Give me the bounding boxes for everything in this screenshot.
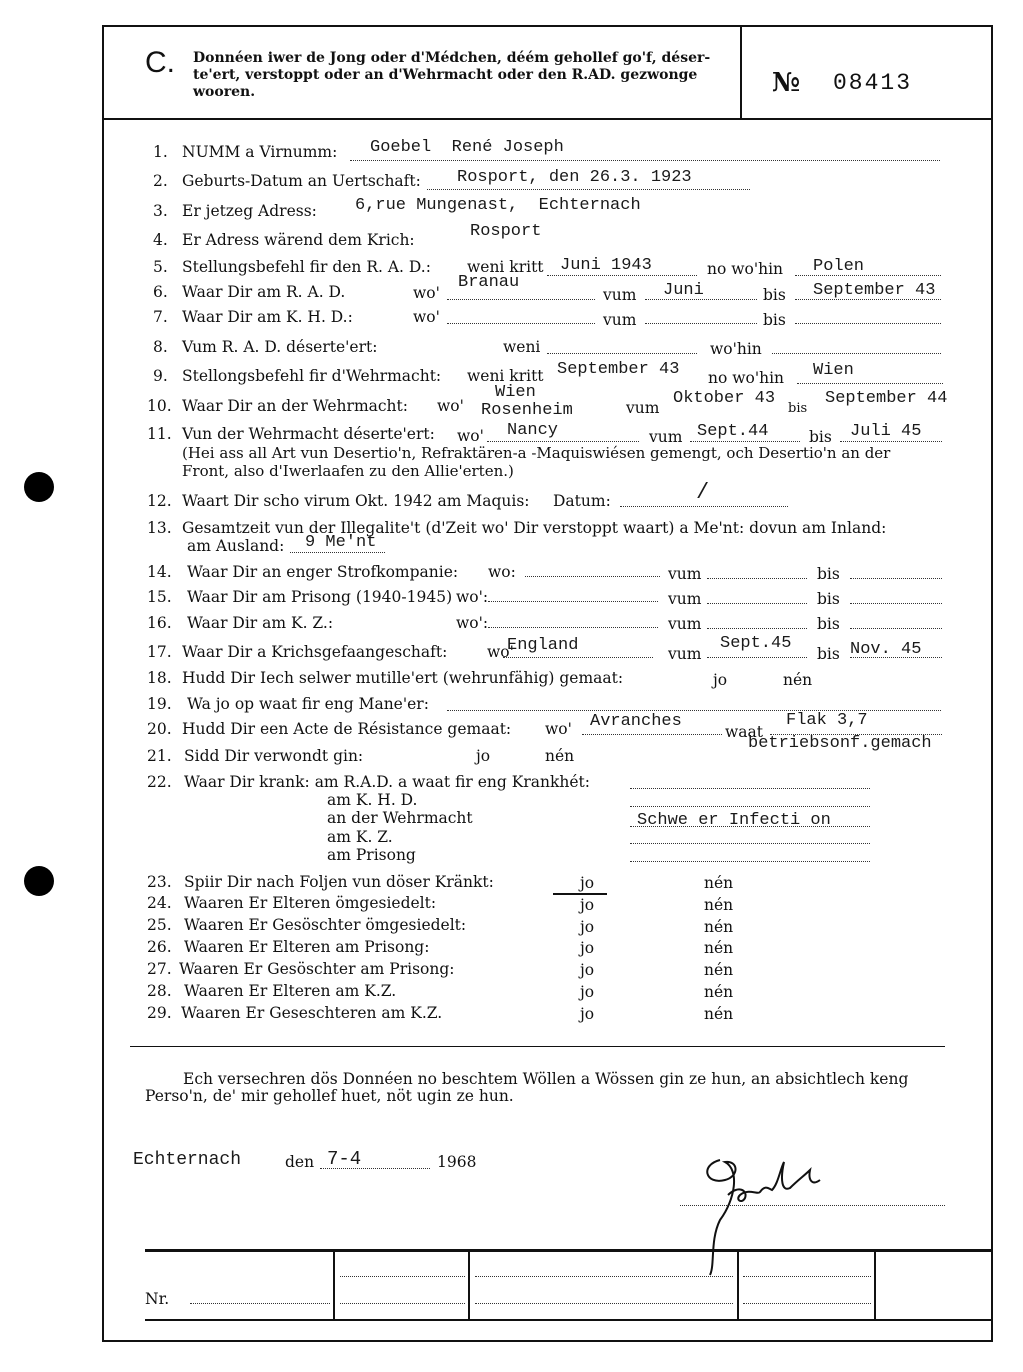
row18-label: Hudd Dir Iech selwer mutille'ert (wehrunfähig) gemaat: — [182, 669, 624, 687]
signature-year: 1968 — [437, 1153, 477, 1171]
row9-wohin: no wo'hin — [708, 369, 785, 387]
frame-top — [102, 25, 993, 27]
row19-number: 19. — [147, 695, 172, 713]
row20-waat: waat — [725, 723, 763, 741]
row5-number: 5. — [153, 258, 168, 276]
row8-number: 8. — [153, 338, 168, 356]
row10-wo: wo' — [437, 397, 464, 415]
number-sign: № — [772, 68, 801, 98]
row10-wo-value2: Rosenheim — [481, 401, 573, 420]
row7-bis-line — [795, 323, 941, 324]
row9-label: Stellongsbefehl fir d'Wehrmacht: — [182, 367, 442, 385]
row24-label: Waaren Er Elteren ömgesiedelt: — [184, 894, 437, 912]
footer-cell-line-a1 — [340, 1276, 465, 1277]
frame-left — [102, 25, 104, 1342]
row7-label: Waar Dir am K. H. D.: — [182, 308, 353, 326]
row6-vum-value: Juni — [663, 281, 704, 300]
row14-label: Waar Dir an enger Strofkompanie: — [187, 563, 459, 581]
row22-sub-prisong: am Prisong — [327, 846, 416, 864]
row8-wohin: wo'hin — [710, 340, 762, 358]
row13-label: Gesamtzeit vun der Illegalite't (d'Zeit wo' Dir verstoppt waart) a Me'nt: dovun am Inland: — [182, 519, 887, 537]
row23-label: Spiir Dir nach Foljen vun döser Kränkt: — [184, 873, 494, 891]
row19-label: Wa jo op waat fir eng Mane'er: — [187, 695, 429, 713]
row10-vum: vum — [626, 399, 660, 417]
row20-waat-value2: betriebsonf.gemach — [748, 734, 932, 753]
signature-den: den — [285, 1153, 315, 1171]
row21-label: Sidd Dir verwondt gin: — [184, 747, 364, 765]
footer-cell-line-b2 — [475, 1303, 733, 1304]
row2-value: Rosport, den 26.3. 1923 — [457, 168, 692, 187]
row5-wohin-value: Polen — [813, 257, 865, 276]
row12-datum-line — [620, 506, 788, 507]
row9-number: 9. — [153, 367, 168, 385]
row23-jo-underline — [553, 893, 607, 895]
row22-number: 22. — [147, 773, 172, 791]
footer-nr-label: Nr. — [145, 1290, 170, 1308]
row11-wo-value: Nancy — [507, 421, 559, 440]
row28-jo: jo — [580, 983, 595, 1001]
row13-ausland-value: 9 Me'nt — [305, 533, 377, 552]
row18-nen: nén — [783, 671, 813, 689]
row16-bis: bis — [817, 615, 840, 633]
row7-vum: vum — [603, 311, 637, 329]
row17-wo-value: England — [507, 636, 579, 655]
row16-number: 16. — [147, 614, 172, 632]
punch-hole-bottom — [24, 866, 54, 896]
row14-wo: wo: — [488, 563, 516, 581]
row8-label: Vum R. A. D. déserte'ert: — [182, 338, 378, 356]
row11-label: Vun der Wehrmacht déserte'ert: — [182, 425, 435, 443]
row29-label: Waaren Er Geseschteren am K.Z. — [181, 1004, 443, 1022]
footer-cell-line-c2 — [743, 1303, 871, 1304]
punch-hole-top — [24, 472, 54, 502]
row14-vum: vum — [668, 565, 702, 583]
row6-vum: vum — [603, 286, 637, 304]
footer-cell-line-b1 — [475, 1276, 733, 1277]
row10-number: 10. — [147, 397, 172, 415]
row11-number: 11. — [147, 425, 172, 443]
row15-vum: vum — [668, 590, 702, 608]
row11-wo: wo' — [457, 427, 484, 445]
declaration-separator — [130, 1046, 945, 1047]
row8-weni: weni — [503, 338, 541, 356]
signature-date: 7-4 — [327, 1148, 362, 1170]
footer-bottom-rule — [145, 1319, 993, 1321]
footer-col-divider-4 — [874, 1250, 876, 1320]
row6-wo-line — [447, 299, 595, 300]
row14-wo-line — [525, 576, 660, 577]
row14-bis-line — [850, 578, 942, 579]
row17-label: Waar Dir a Krichsgefaangeschaft: — [182, 643, 448, 661]
row20-wo-value: Avranches — [590, 712, 682, 731]
row6-bis-value: September 43 — [813, 281, 936, 300]
row13-ausland-line — [290, 552, 385, 553]
row28-label: Waaren Er Elteren am K.Z. — [184, 982, 397, 1000]
footer-nr-line — [190, 1303, 330, 1304]
row2-number: 2. — [153, 172, 168, 190]
row5-wohin: no wo'hin — [707, 260, 784, 278]
row2-label: Geburts-Datum an Uertschaft: — [182, 172, 421, 190]
row17-number: 17. — [147, 643, 172, 661]
row11-bis-line — [840, 441, 942, 442]
row21-number: 21. — [147, 747, 172, 765]
row22-line-kz — [630, 843, 870, 844]
row6-label: Waar Dir am R. A. D. — [182, 283, 346, 301]
row23-jo: jo — [580, 874, 595, 892]
row27-nen: nén — [704, 961, 734, 979]
row29-number: 29. — [147, 1004, 172, 1022]
row8-weni-line — [547, 353, 697, 354]
row3-value: 6,rue Mungenast, Echternach — [355, 196, 641, 215]
row12-datum-value: / — [696, 480, 710, 505]
row3-number: 3. — [153, 202, 168, 220]
row15-wo-line — [488, 601, 658, 602]
row17-vum-line — [707, 657, 807, 658]
row16-label: Waar Dir am K. Z.: — [187, 614, 334, 632]
row4-value: Rosport — [470, 222, 542, 241]
row17-vum: vum — [668, 645, 702, 663]
row4-label: Er Adress wärend dem Krich: — [182, 231, 415, 249]
row22-line-rad — [630, 788, 870, 789]
row28-number: 28. — [147, 982, 172, 1000]
row9-wohin-line — [797, 383, 943, 384]
row22-sub-wehrmacht: an der Wehrmacht — [327, 809, 473, 827]
row12-datum: Datum: — [553, 492, 611, 510]
row27-number: 27. — [147, 960, 172, 978]
row18-jo: jo — [713, 671, 728, 689]
row5-weni-value: Juni 1943 — [560, 256, 652, 275]
row15-number: 15. — [147, 588, 172, 606]
row26-nen: nén — [704, 939, 734, 957]
row22-line-khd — [630, 806, 870, 807]
row16-bis-line — [850, 628, 942, 629]
row20-label: Hudd Dir een Acte de Résistance gemaat: — [182, 720, 512, 738]
form-title: Donnéen iwer de Jong oder d'Médchen, déém gehollef go'f, déser- te'ert, verstoppt oder an d'Wehrmacht oder den R.AD. gezwonge wooren. — [193, 50, 711, 100]
row13-number: 13. — [147, 519, 172, 537]
frame-bottom — [102, 1340, 993, 1342]
row2-line — [427, 189, 750, 190]
row20-waat-value1: Flak 3,7 — [786, 711, 868, 730]
row11-bis: bis — [809, 428, 832, 446]
row7-bis: bis — [763, 311, 786, 329]
declaration-line1: Ech versechren dös Donnéen no beschtem Wöllen a Wössen gin ze hun, an absichtlech keng — [183, 1070, 909, 1088]
row1-line — [350, 160, 940, 161]
row17-wo-line — [503, 657, 653, 658]
row16-wo-line — [488, 627, 658, 628]
row5-weni-line — [547, 275, 697, 276]
row6-wo: wo' — [413, 284, 440, 302]
row9-weni-value: September 43 — [557, 360, 680, 379]
row25-number: 25. — [147, 916, 172, 934]
row10-bis: bis — [788, 401, 808, 416]
row20-number: 20. — [147, 720, 172, 738]
row26-label: Waaren Er Elteren am Prisong: — [184, 938, 430, 956]
row27-jo: jo — [580, 961, 595, 979]
row15-bis: bis — [817, 590, 840, 608]
row26-jo: jo — [580, 939, 595, 957]
row21-jo: jo — [476, 747, 491, 765]
row11-vum: vum — [649, 428, 683, 446]
row25-label: Waaren Er Gesöschter ömgesiedelt: — [184, 916, 467, 934]
row14-number: 14. — [147, 563, 172, 581]
row11-vum-value: Sept.44 — [697, 422, 769, 441]
row7-vum-line — [645, 323, 757, 324]
row7-number: 7. — [153, 308, 168, 326]
frame-right — [991, 25, 993, 1342]
row10-wo-value1: Wien — [495, 383, 536, 402]
row11-note-line1: (Hei ass all Art vun Desertio'n, Refraktären-a -Maquiswiésen gemengt, och Desertio'n an der — [182, 444, 891, 462]
row11-bis-value: Juli 45 — [850, 422, 922, 441]
row17-bis: bis — [817, 645, 840, 663]
row1-value: Goebel René Joseph — [370, 138, 564, 157]
row9-wohin-value: Wien — [813, 361, 854, 380]
row14-bis: bis — [817, 565, 840, 583]
row7-wo-line — [447, 323, 595, 324]
row17-vum-value: Sept.45 — [720, 634, 792, 653]
row23-number: 23. — [147, 873, 172, 891]
row4-number: 4. — [153, 231, 168, 249]
row17-wo: wo' — [487, 643, 514, 661]
row6-number: 6. — [153, 283, 168, 301]
row6-bis: bis — [763, 286, 786, 304]
row23-nen: nén — [704, 874, 734, 892]
row12-number: 12. — [147, 492, 172, 510]
row20-wo: wo' — [545, 720, 572, 738]
row1-label: NUMM a Virnumm: — [182, 143, 338, 161]
row18-number: 18. — [147, 669, 172, 687]
footer-cell-line-c1 — [743, 1276, 871, 1277]
row3-label: Er jetzeg Adress: — [182, 202, 317, 220]
row15-vum-line — [707, 603, 807, 604]
signature-place: Echternach — [133, 1150, 242, 1170]
row10-vum-value: Oktober 43 — [673, 389, 776, 408]
footer-top-rule — [145, 1249, 993, 1252]
row8-wohin-line — [772, 353, 941, 354]
row5-weni: weni kritt — [467, 258, 544, 276]
row16-vum-line — [707, 628, 807, 629]
header-rule — [102, 118, 993, 120]
row24-nen: nén — [704, 896, 734, 914]
row1-number: 1. — [153, 143, 168, 161]
row11-note-line2: Front, also d'Iwerlaafen zu den Allie'erten.) — [182, 462, 514, 480]
row21-nen: nén — [545, 747, 575, 765]
row10-label: Waar Dir an der Wehrmacht: — [182, 397, 408, 415]
header-divider — [740, 27, 742, 119]
footer-col-divider-1 — [333, 1250, 335, 1320]
row6-wo-value: Branau — [458, 273, 520, 292]
row27-label: Waaren Er Gesöschter am Prisong: — [179, 960, 455, 978]
row29-jo: jo — [580, 1005, 595, 1023]
row10-bis-value: September 44 — [825, 389, 948, 408]
row5-label: Stellungsbefehl fir den R. A. D.: — [182, 258, 431, 276]
row15-wo: wo': — [456, 588, 489, 606]
row11-wo-line — [487, 441, 639, 442]
row22-sub-kz: am K. Z. — [327, 828, 393, 846]
form-letter: C. — [145, 46, 175, 79]
row20-wo-line — [582, 734, 722, 735]
row22-sub-khd: am K. H. D. — [327, 791, 418, 809]
row15-bis-line — [850, 603, 942, 604]
row12-label: Waart Dir scho virum Okt. 1942 am Maquis: — [182, 492, 530, 510]
handwritten-signature — [680, 1140, 840, 1280]
declaration-line2: Perso'n, de' mir gehollef huet, nöt ugin ze hun. — [145, 1087, 514, 1105]
row25-jo: jo — [580, 918, 595, 936]
row17-bis-value: Nov. 45 — [850, 640, 922, 659]
row22-label: Waar Dir krank: am R.A.D. a waat fir eng Krankhét: — [184, 773, 590, 791]
row29-nen: nén — [704, 1005, 734, 1023]
row11-vum-line — [690, 441, 800, 442]
row28-nen: nén — [704, 983, 734, 1001]
row9-weni: weni kritt — [467, 367, 544, 385]
footer-col-divider-3 — [737, 1250, 739, 1320]
row16-vum: vum — [668, 615, 702, 633]
row7-wo: wo' — [413, 308, 440, 326]
row16-wo: wo': — [456, 614, 489, 632]
row26-number: 26. — [147, 938, 172, 956]
form-number: 08413 — [833, 70, 913, 96]
row15-label: Waar Dir am Prisong (1940-1945) — [187, 588, 453, 606]
row22-line-prisong — [630, 861, 870, 862]
footer-cell-line-a2 — [340, 1303, 465, 1304]
row24-number: 24. — [147, 894, 172, 912]
row24-jo: jo — [580, 896, 595, 914]
row22-value: Schwe er Infecti on — [637, 811, 831, 830]
row14-vum-line — [707, 578, 807, 579]
footer-col-divider-2 — [468, 1250, 470, 1320]
row25-nen: nén — [704, 918, 734, 936]
row13-label-ausland: am Ausland: — [187, 537, 285, 555]
